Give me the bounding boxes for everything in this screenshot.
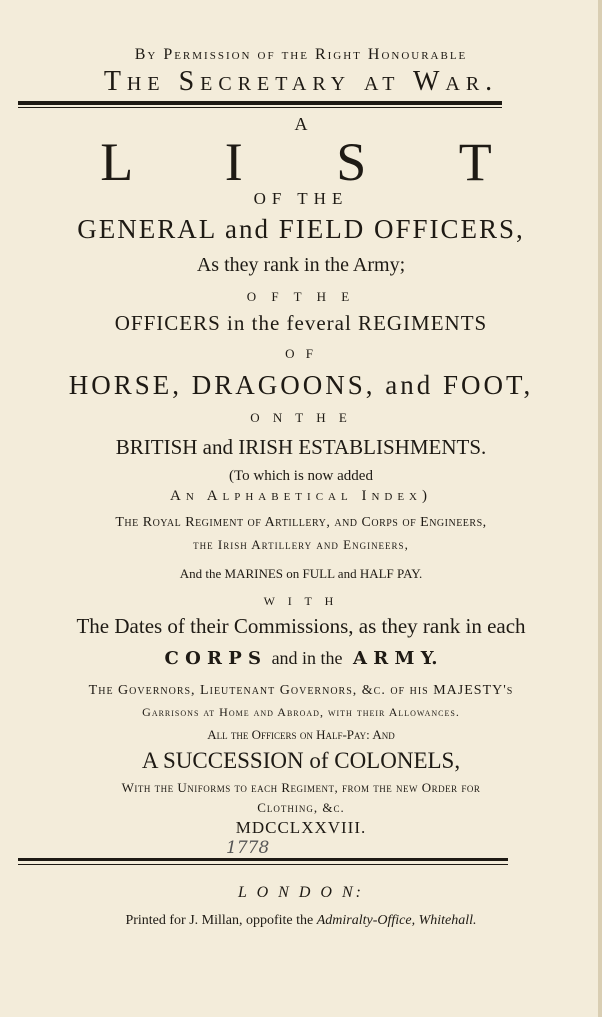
handwritten-year: 1778 <box>226 838 270 858</box>
garrisons-line: Garrisons at Home and Abroad, with their Allowances. <box>142 705 460 719</box>
top-rule-thick <box>18 101 502 105</box>
of-the-1: OF THE <box>253 189 349 208</box>
corps-word: C O R P S <box>164 648 262 669</box>
succession-line: A SUCCESSION of COLONELS, <box>141 748 461 773</box>
as-they-rank: As they rank in the Army; <box>196 254 406 276</box>
establishments: BRITISH and IRISH ESTABLISHMENTS. <box>115 435 487 459</box>
general-officers: GENERAL and FIELD OFFICERS, <box>77 214 525 244</box>
uniforms-line: With the Uniforms to each Regiment, from the new Order for <box>121 780 481 795</box>
printer-line <box>0 913 602 929</box>
added-line-1: (To which is now added <box>229 468 373 484</box>
marines-line: And the MARINES on FULL and HALF PAY. <box>179 566 423 581</box>
royal-regiment: The Royal Regiment of Artillery, and Corps of Engineers, <box>115 515 487 530</box>
horse-dragoons-foot: HORSE, DRAGOONS, and FOOT, <box>68 370 534 400</box>
governors-line: The Governors, Lieutenant Governors, &c. of his MAJESTY's <box>88 683 514 698</box>
on-the: O N T H E <box>250 410 352 425</box>
with-label: W I T H <box>263 594 339 608</box>
irish-artillery: the Irish Artillery and Engineers, <box>193 537 409 552</box>
printer-text: Printed for J. Millan, oppofite the <box>125 913 314 928</box>
clothing-line: Clothing, &c. <box>257 800 345 815</box>
officers-regiments: OFFICERS in the feveral REGIMENTS <box>114 311 488 335</box>
permission-line: By Permission of the Right Honourable <box>134 46 468 63</box>
dates-line: The Dates of their Commissions, as they rank in each <box>76 614 526 638</box>
army-word: A R M Y. <box>353 648 438 669</box>
bottom-rule-thick <box>18 858 508 861</box>
half-pay-line: All the Officers on Half-Pay: And <box>207 727 395 742</box>
corps-army-line <box>0 648 602 669</box>
london-line: L O N D O N: <box>238 884 364 901</box>
secretary-line: The Secretary at War. <box>103 66 499 97</box>
printer-location: Admiralty-Office, Whitehall. <box>316 913 477 928</box>
top-rule-thin <box>18 107 502 108</box>
of-the-2: O F T H E <box>246 289 356 304</box>
of-label: O F <box>285 346 317 361</box>
added-line-2: An Alphabetical Index) <box>170 488 432 504</box>
article-a: A <box>294 114 308 134</box>
list-title: L I S T <box>100 132 532 192</box>
year-roman: MDCCLXXVIII. <box>235 818 367 837</box>
corps-mid-text: and in the <box>271 648 343 668</box>
bottom-rule-thin <box>18 864 508 865</box>
